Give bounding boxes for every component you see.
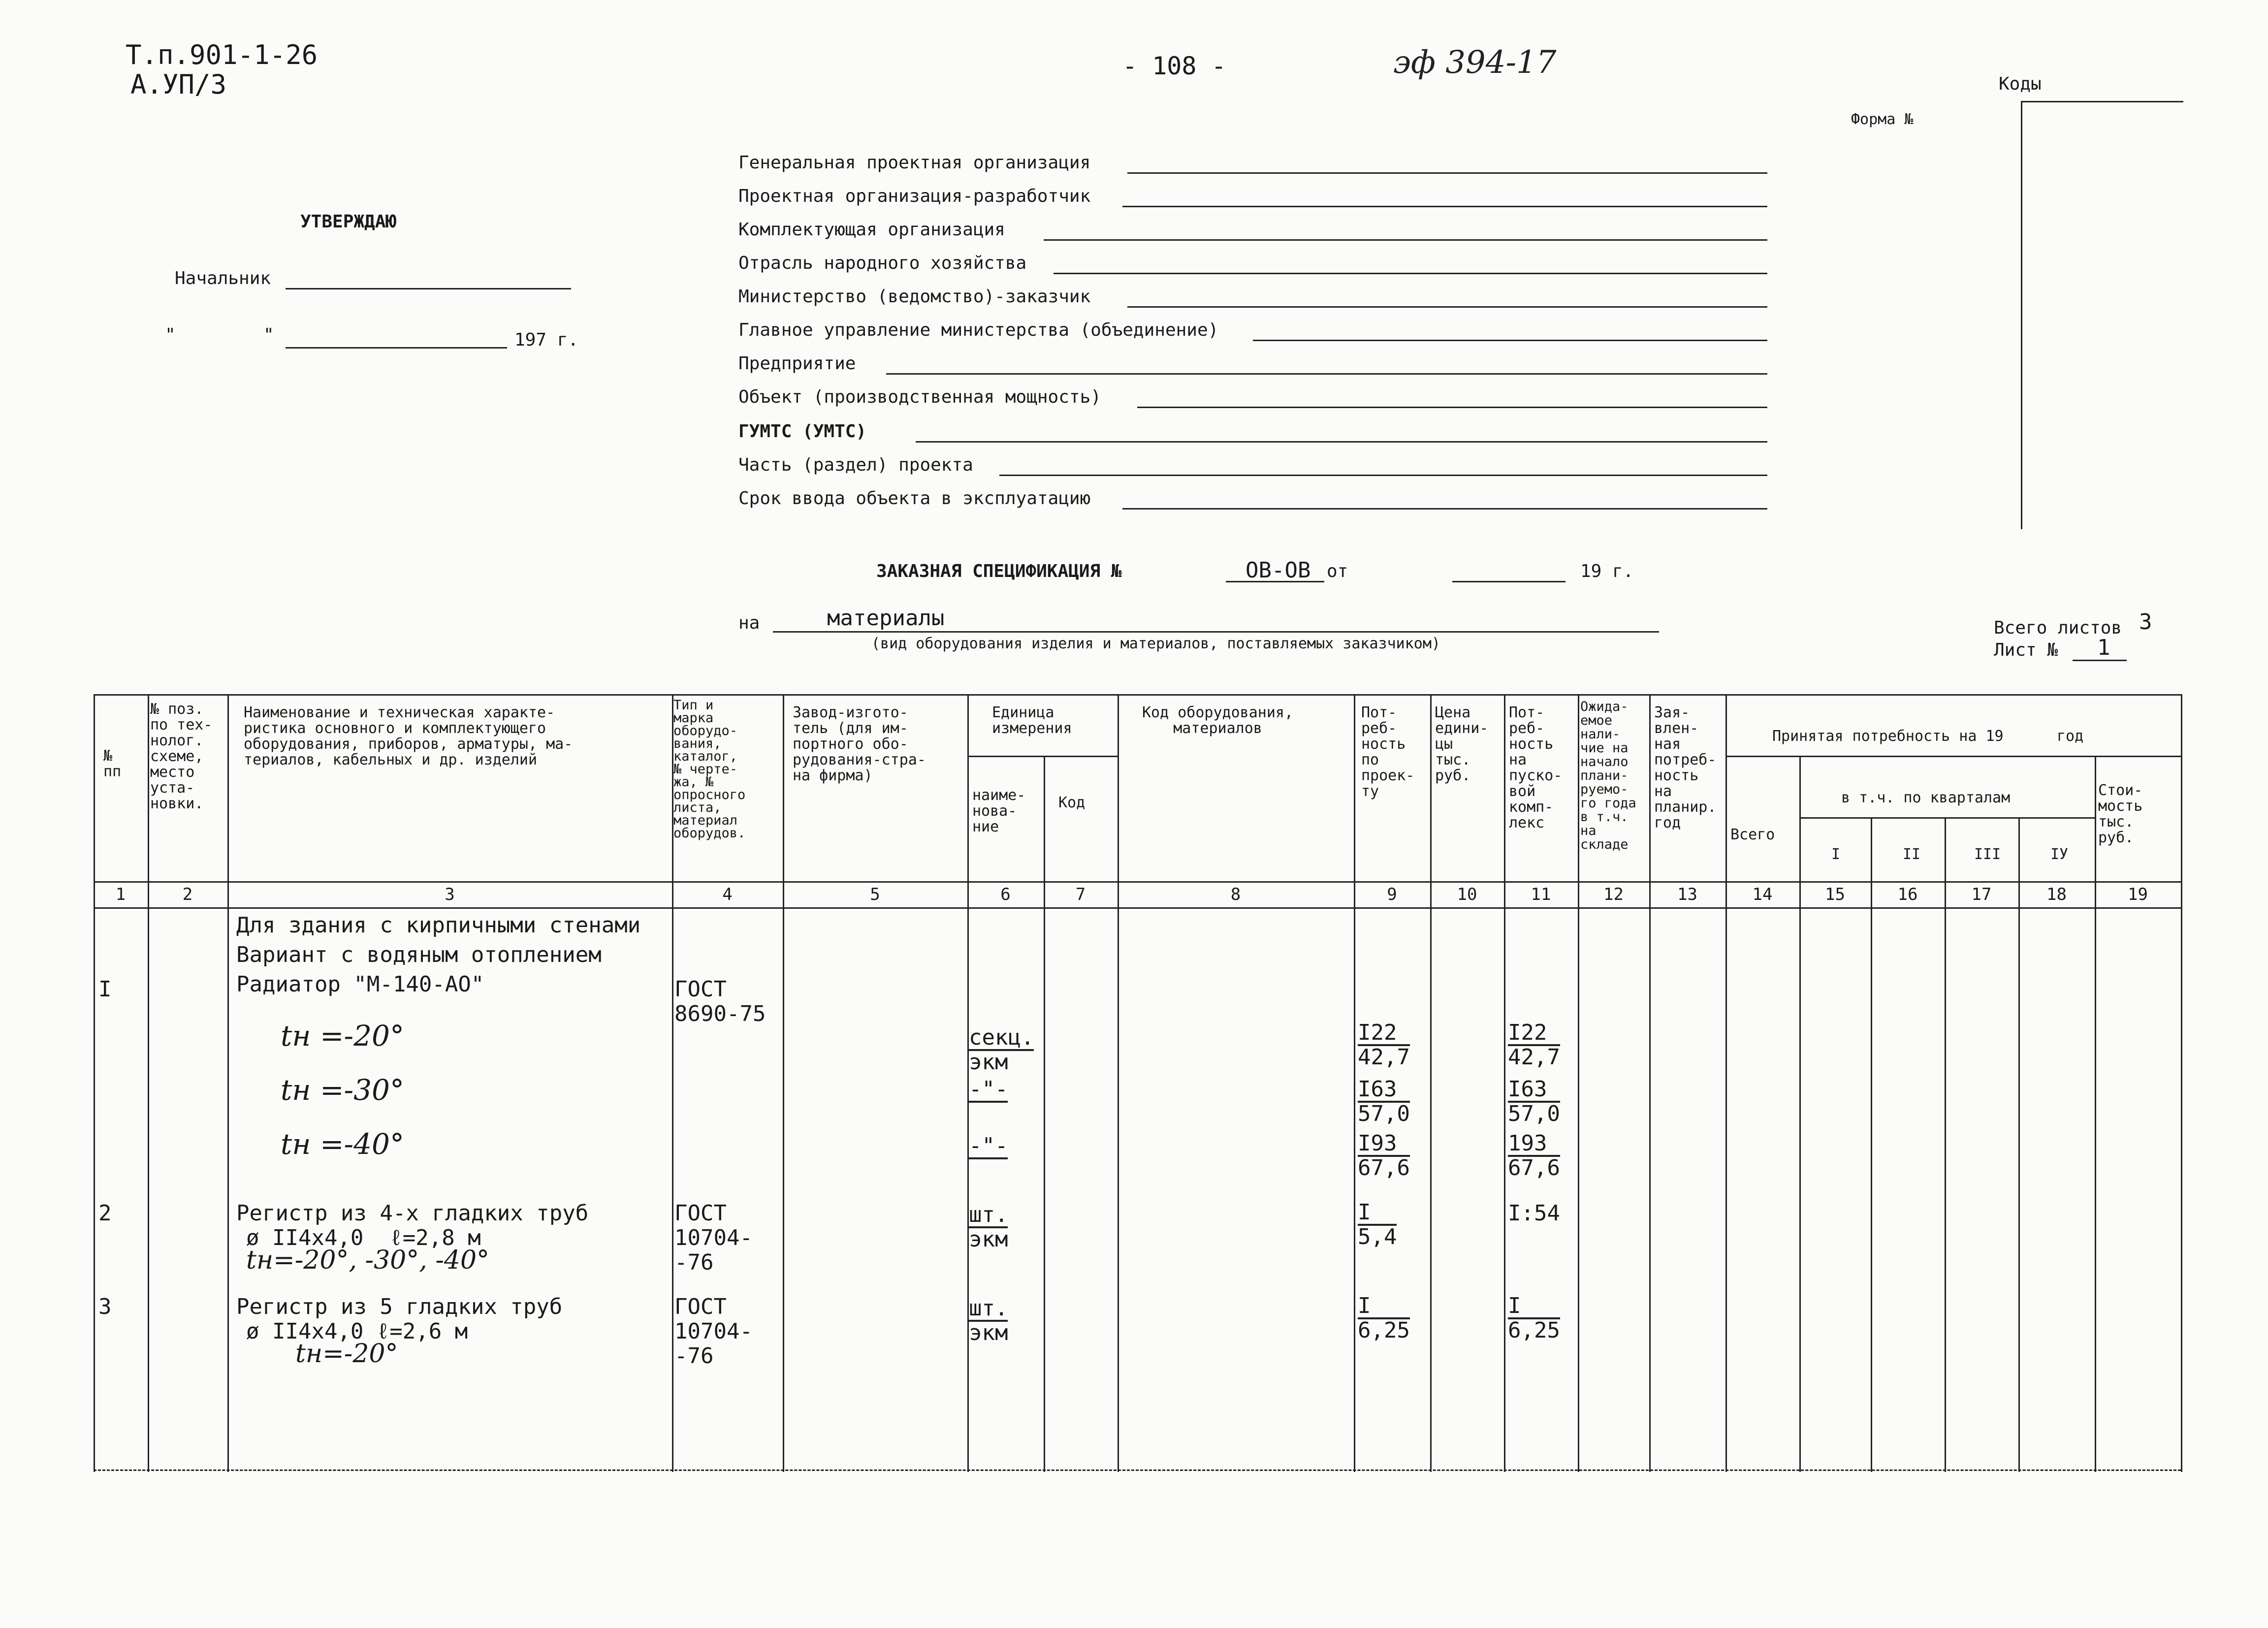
total-sheets: 3 [2139, 609, 2152, 635]
col-number: 12 [1603, 885, 1624, 904]
row-type: ГОСТ 10704- -76 [674, 1294, 753, 1369]
codes-box-top [2021, 101, 2183, 102]
col-header-15: I [1831, 846, 1841, 863]
doc-code-line1: Т.п.901-1-26 [126, 39, 318, 70]
col-header-13: Зая- влен- ная потреб- ность на планир. год [1654, 704, 1717, 831]
need-project: $\frac{I22}{42,7}$ [1358, 1020, 1410, 1070]
col-number: 13 [1677, 885, 1697, 904]
row-name-dims: ø II4x4,0 ℓ=2,8 м [246, 1225, 481, 1250]
col-number: 16 [1897, 885, 1918, 904]
col-number: 17 [1971, 885, 1992, 904]
row-name: Регистр из 5 гладких труб [236, 1294, 563, 1319]
sheet-no: 1 [2097, 635, 2110, 660]
col-header-2: № поз. по тех- нолог. схеме, место уста- новки. [150, 701, 213, 812]
spec-subject: материалы [827, 606, 945, 631]
col-header-1: № пп [103, 747, 122, 780]
unit-fraction: шт. экм [969, 1296, 1008, 1345]
doc-code-line2: А.УП/3 [130, 69, 227, 100]
need-startup: $\frac{193}{67,6}$ [1508, 1131, 1560, 1181]
row-number: I [98, 977, 112, 1002]
unit-fraction: -"- [969, 1077, 1008, 1102]
col-header-7: Код [1058, 794, 1086, 811]
col-number: 1 [115, 885, 126, 904]
col-header-14: Всего [1730, 826, 1775, 843]
approve-title: УТВЕРЖДАЮ [300, 212, 397, 232]
spec-date-prefix: от [1327, 561, 1348, 581]
spec-subject-hint: (вид оборудования изделия и материалов, поставляемых заказчиком) [871, 635, 1440, 652]
need-project: $\frac{I93}{67,6}$ [1358, 1131, 1410, 1181]
temp-label: tн=-20° [295, 1339, 398, 1369]
col-header-19: Стои- мость тыс. руб. [2098, 782, 2143, 846]
col-header-quarters: в т.ч. по кварталам [1841, 789, 2011, 806]
spec-number: ОВ-ОВ [1246, 558, 1311, 583]
need-startup: I:54 [1508, 1201, 1560, 1226]
col-number: 8 [1230, 885, 1241, 904]
row-name: Регистр из 4-х гладких труб [236, 1201, 589, 1226]
col-number: 19 [2128, 885, 2148, 904]
col-number: 3 [445, 885, 455, 904]
spec-year: 19 г. [1580, 561, 1634, 581]
need-startup: $\frac{I}{6,25}$ [1508, 1293, 1560, 1343]
col-number: 11 [1531, 885, 1551, 904]
row-type: ГОСТ 10704- -76 [674, 1201, 753, 1275]
col-header-4: Тип и марка оборудо- вания, каталог, № черте- жа, № опросного листа, материал оборудов. [673, 698, 746, 841]
col-header-12: Ожида- емое нали- чие на начало плани- руемо- го года в т.ч. на складе [1580, 699, 1636, 852]
chief-label: Начальник [175, 268, 271, 288]
need-project: $\frac{I63}{57,0}$ [1358, 1077, 1410, 1126]
codes-label: Коды [1999, 74, 2042, 94]
col-number: 6 [1000, 885, 1011, 904]
col-header-10: Цена едини- цы тыс. руб. [1435, 704, 1489, 784]
col-number: 2 [182, 885, 193, 904]
handwritten-reference: эф 394-17 [1393, 44, 1557, 81]
approve-date-quote-close: " [263, 325, 274, 345]
row-number: 2 [98, 1201, 112, 1226]
need-project: $\frac{I}{6,25}$ [1358, 1293, 1410, 1343]
need-startup: $\frac{I63}{57,0}$ [1508, 1077, 1560, 1126]
col-number: 7 [1075, 885, 1086, 904]
section-title: Для здания с кирпичными стенами [236, 913, 641, 938]
need-project: $\frac{I}{5,4}$ [1358, 1200, 1397, 1249]
approve-year: 197 г. [514, 330, 579, 350]
col-header-6: наиме- нова- ние [972, 787, 1026, 835]
col-header-3: Наименование и техническая характе- ристика основного и комплектующего оборудования, приборов, арматуры, ма- териалов, кабельных и др. изделий [244, 704, 573, 768]
temp-label: tн =-30° [281, 1073, 404, 1107]
codes-box-left [2021, 101, 2022, 529]
approve-date-line [286, 347, 507, 349]
temp-label: tн=-20°, -30°, -40° [246, 1245, 490, 1275]
col-number: 9 [1387, 885, 1397, 904]
unit-fraction: -"- [969, 1133, 1008, 1158]
col-number: 15 [1825, 885, 1845, 904]
col-header-accepted: Принятая потребность на 19 год [1772, 728, 2084, 745]
col-header-9: Пот- реб- ность по проек- ту [1361, 704, 1415, 800]
col-header-18: IУ [2050, 846, 2069, 863]
spec-on-label: на [738, 613, 760, 633]
col-header-8: Код оборудования, материалов [1142, 704, 1294, 737]
col-header-unit: Единица измерения [992, 704, 1072, 737]
unit-fraction: шт. экм [969, 1202, 1008, 1252]
spec-title: ЗАКАЗНАЯ СПЕЦИФИКАЦИЯ № [876, 561, 1122, 581]
sheet-label: Лист № [1994, 640, 2058, 660]
row-name: Радиатор "М-140-АО" [236, 972, 484, 997]
row-number: 3 [98, 1294, 112, 1319]
total-sheets-label: Всего листов [1994, 618, 2122, 638]
col-header-16: II [1903, 846, 1921, 863]
col-number: 5 [870, 885, 880, 904]
chief-signature-line [286, 288, 571, 289]
col-number: 4 [722, 885, 733, 904]
row-type: ГОСТ 8690-75 [674, 977, 766, 1026]
need-startup: $\frac{I22}{42,7}$ [1508, 1020, 1560, 1070]
section-title: Вариант с водяным отоплением [236, 942, 602, 967]
approve-date-quote: " [165, 325, 176, 345]
temp-label: tн =-20° [281, 1019, 404, 1053]
col-header-17: III [1974, 846, 2001, 863]
col-header-11: Пот- реб- ность на пуско- вой комп- лекс [1509, 704, 1563, 831]
temp-label: tн =-40° [281, 1127, 404, 1161]
col-number: 18 [2046, 885, 2067, 904]
row-name-dims: ø II4x4,0 ℓ=2,6 м [246, 1319, 468, 1344]
col-header-5: Завод-изгото- тель (для им- портного обо- рудования-стра- на фирма) [793, 704, 926, 784]
col-number: 14 [1752, 885, 1773, 904]
page-number: - 108 - [1122, 52, 1226, 80]
col-number: 10 [1457, 885, 1477, 904]
form-label: Форма № [1851, 111, 1914, 128]
unit-fraction: секц. экм [969, 1025, 1034, 1075]
